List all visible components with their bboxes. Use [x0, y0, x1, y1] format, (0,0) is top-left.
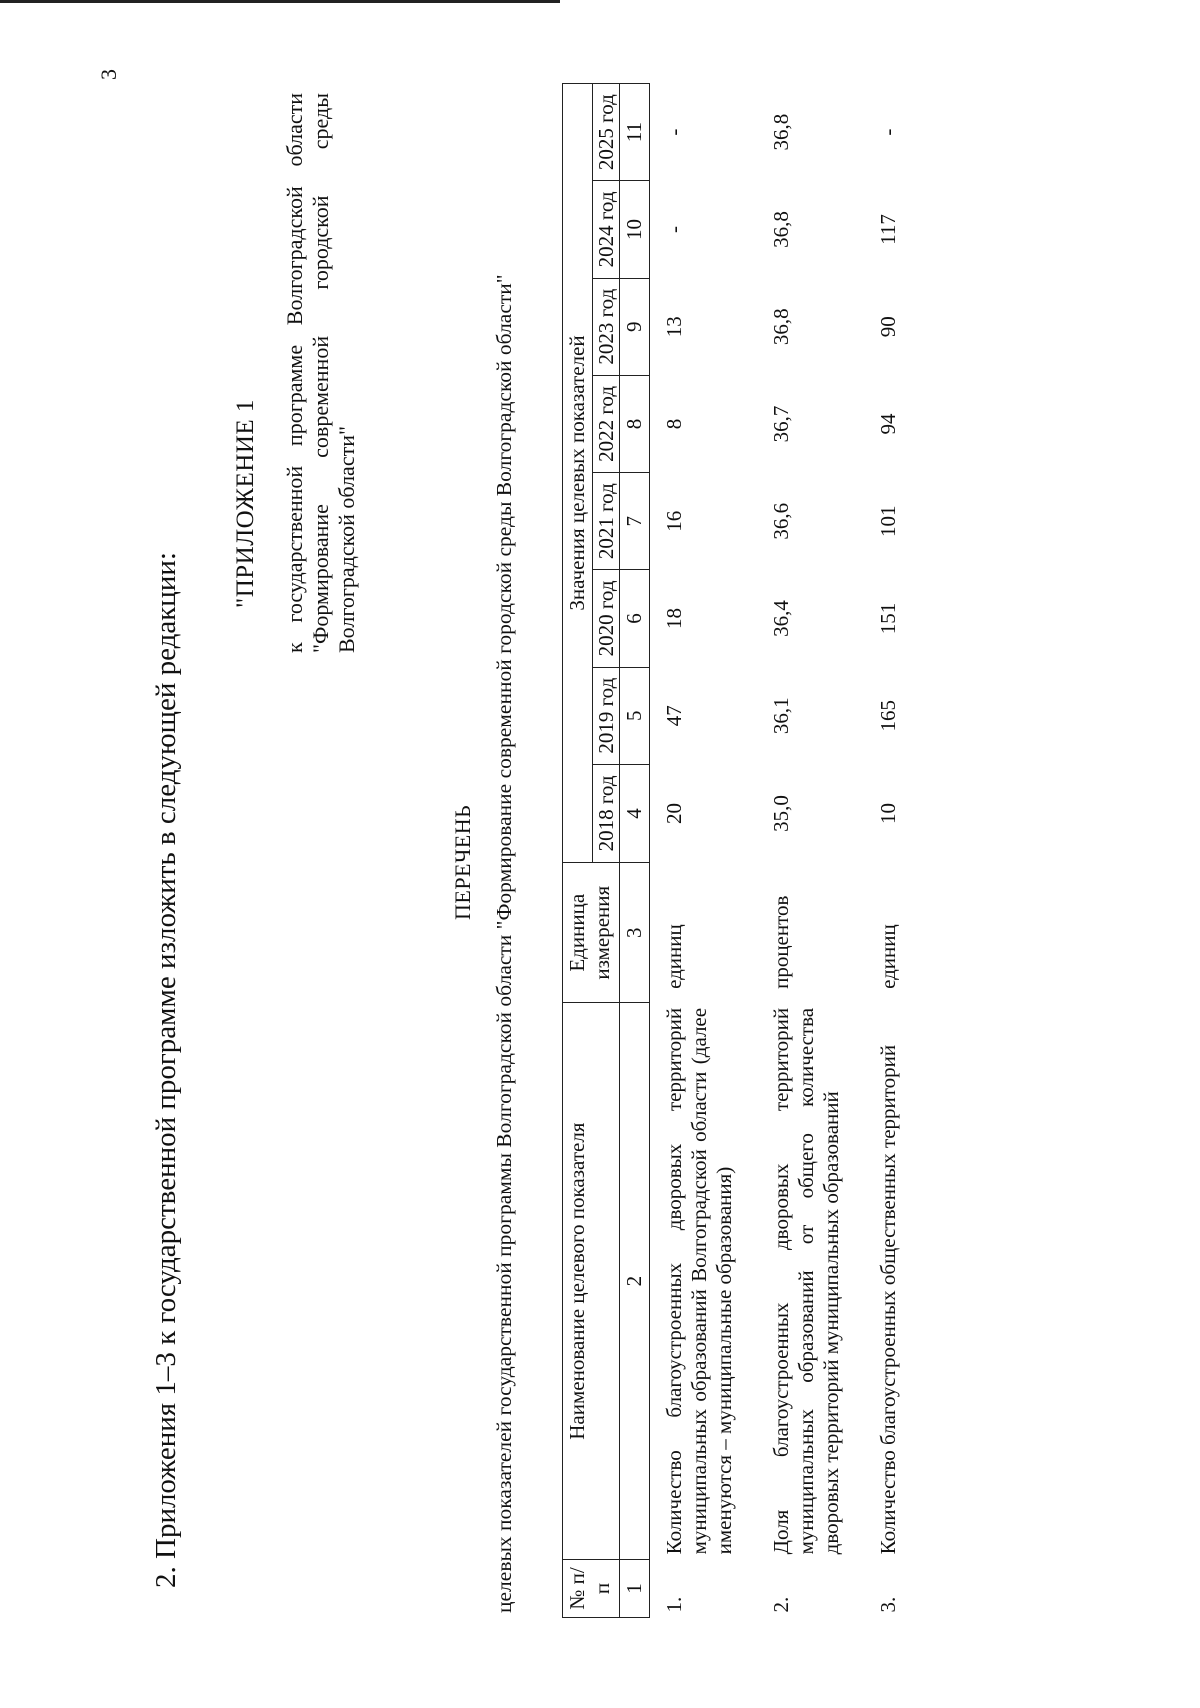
header-year: 2025 год [593, 84, 620, 181]
table-row [757, 84, 864, 1618]
row-value: - [662, 128, 686, 136]
header-year: 2018 год [593, 764, 620, 862]
header-year: 2021 год [593, 473, 620, 570]
column-number: 3 [620, 863, 650, 1003]
row-value: 36,1 [769, 697, 793, 735]
row-value: - [662, 225, 686, 233]
column-number: 11 [620, 84, 650, 181]
row-value: 13 [662, 316, 686, 338]
row-value: 151 [876, 602, 900, 635]
row-name: Доля благоустроенных дворовых территорий муниципальных образований от общего количества дворовых территорий муниципальных образований [769, 1007, 843, 1555]
row-unit: единиц [876, 924, 900, 989]
header-name: Наименование целевого показателя [563, 1003, 620, 1559]
row-value: 36,7 [769, 405, 793, 443]
row-value: 47 [662, 705, 686, 727]
list-title: ПЕРЕЧЕНЬ [450, 804, 475, 920]
row-value: 16 [662, 510, 686, 532]
header-unit: Единица измерения [563, 863, 620, 1003]
row-value: 18 [662, 607, 686, 629]
row-name: Количество благоустроенных дворовых территорий муниципальных образований Волгоградской области (далее именуются – муниципальные образования) [662, 1007, 736, 1555]
column-number: 4 [620, 764, 650, 862]
row-value: 36,4 [769, 600, 793, 637]
list-subtitle: целевых показателей государственной программы Волгоградской области "Формирование современной городской среды Волгоградской области" [492, 274, 516, 1613]
column-number: 5 [620, 667, 650, 764]
page-number: 3 [96, 69, 121, 80]
column-number: 8 [620, 375, 650, 472]
column-number: 7 [620, 473, 650, 570]
table-row [864, 84, 921, 1618]
row-name: Количество благоустроенных общественных территорий [876, 1044, 900, 1555]
row-value: 36,8 [769, 113, 793, 151]
row-value: 36,8 [769, 308, 793, 346]
intro-text: 2. Приложения 1–3 к государственной программе изложить в следующей редакции: [150, 552, 182, 1588]
column-number-row [620, 84, 650, 1618]
row-value: 36,8 [769, 211, 793, 248]
header-year: 2024 год [593, 181, 620, 278]
column-number: 1 [620, 1559, 650, 1617]
row-unit: единиц [662, 924, 686, 989]
row-value: 101 [876, 505, 900, 537]
header-year: 2022 год [593, 375, 620, 472]
row-no: 3. [876, 1596, 900, 1613]
row-value: 10 [876, 802, 900, 824]
column-number: 2 [620, 1003, 650, 1559]
row-value: 117 [876, 214, 900, 245]
table-row [650, 84, 758, 1618]
row-value: 36,6 [769, 502, 793, 540]
row-no: 1. [662, 1596, 686, 1613]
row-value: 35,0 [769, 795, 793, 832]
header-no: № п/п [563, 1559, 620, 1617]
header-year: 2019 год [593, 667, 620, 764]
column-number: 9 [620, 278, 650, 375]
row-value: - [876, 128, 900, 136]
row-value: 20 [662, 802, 686, 824]
row-unit: процентов [769, 895, 793, 989]
appendix-text: к государственной программе Волгоградской области "Формирование современной городской среды Волгоградской области" [282, 93, 359, 653]
row-value: 90 [876, 316, 900, 338]
header-year: 2023 год [593, 278, 620, 375]
row-value: 8 [662, 418, 686, 430]
column-number: 6 [620, 570, 650, 667]
header-values-group: Значения целевых показателей [563, 84, 593, 863]
header-year: 2020 год [593, 570, 620, 667]
column-number: 10 [620, 181, 650, 278]
appendix-title: "ПРИЛОЖЕНИЕ 1 [232, 399, 259, 608]
row-value: 165 [876, 699, 900, 732]
indicators-table [562, 83, 921, 1618]
row-value: 94 [876, 413, 900, 435]
row-no: 2. [769, 1596, 793, 1613]
